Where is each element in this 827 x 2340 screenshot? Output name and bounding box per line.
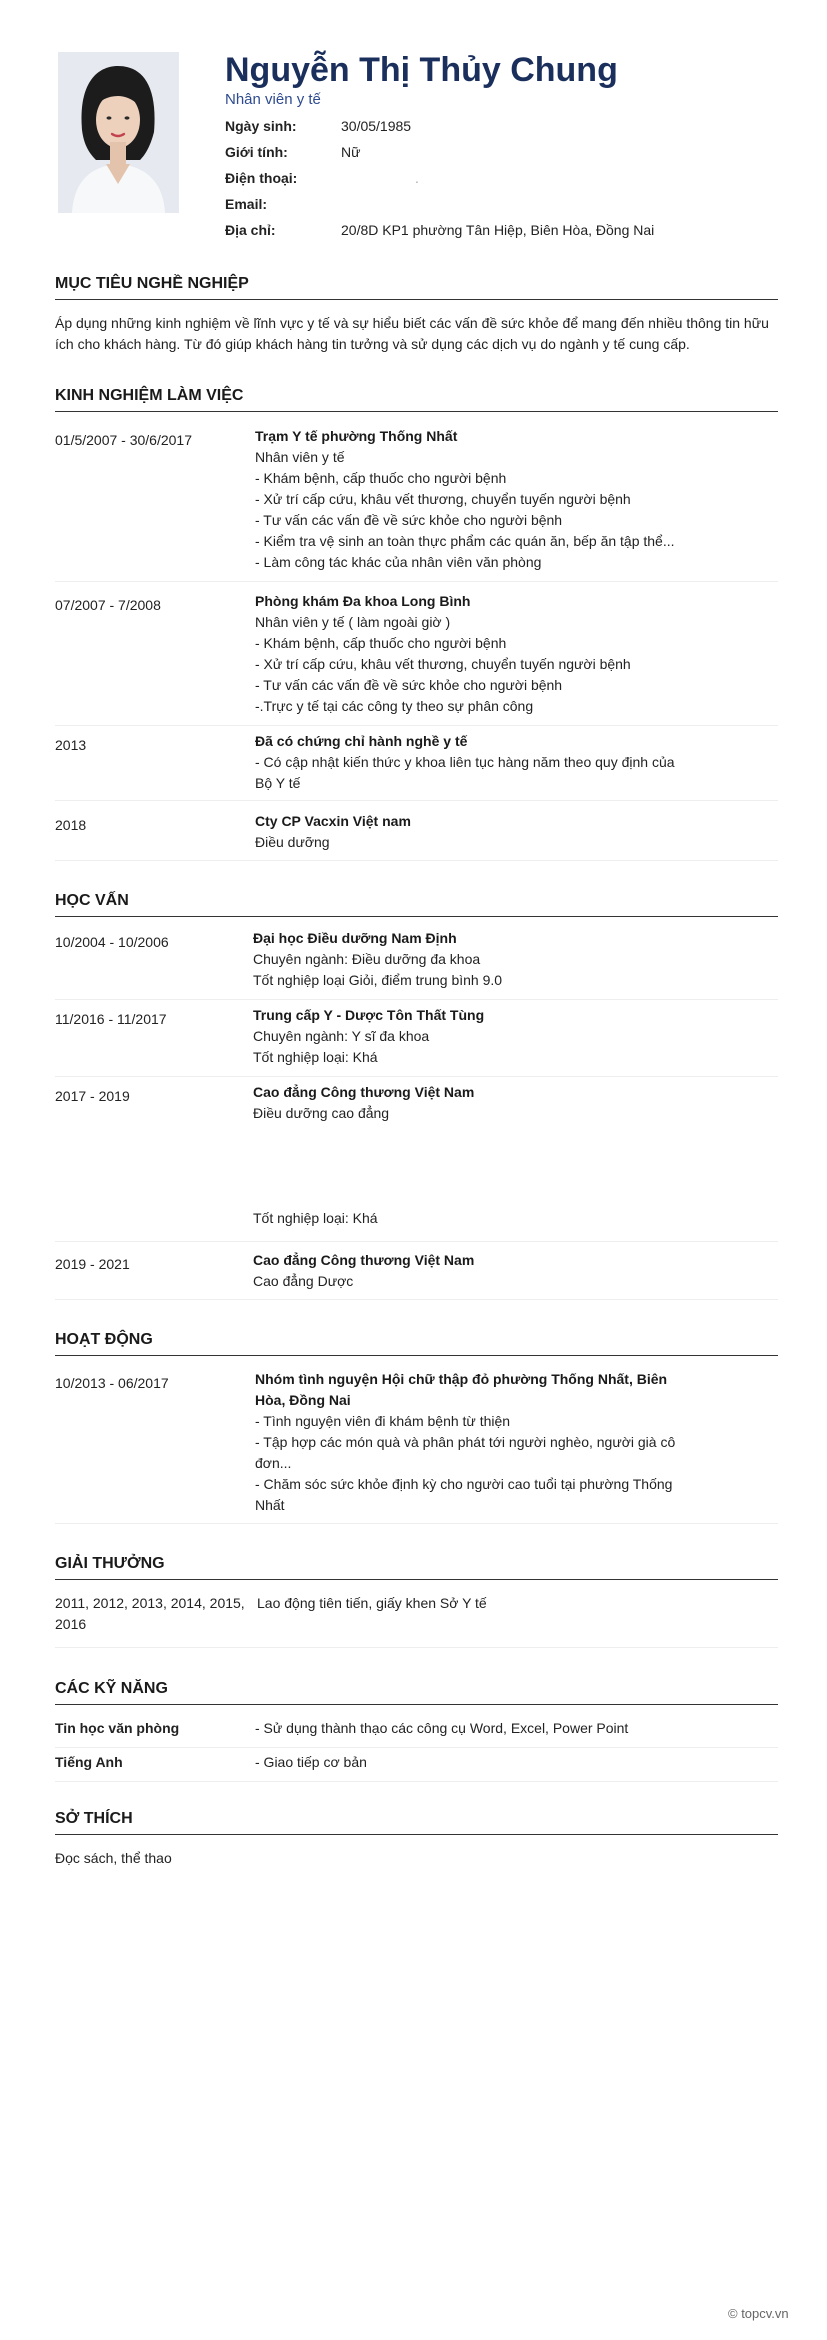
entry-line: - Có cập nhật kiến thức y khoa liên tục hàng năm theo quy định của [255, 754, 675, 770]
entry-date: 11/2016 - 11/2017 [55, 1011, 167, 1027]
info-value: . [415, 170, 419, 186]
entry-line: - Tư vấn các vấn đề về sức khỏe cho người bệnh [255, 677, 563, 693]
entry-line: - Xử trí cấp cứu, khâu vết thương, chuyển tuyến người bệnh [255, 491, 631, 507]
info-label: Email: [225, 196, 268, 212]
info-label: Giới tính: [225, 144, 288, 160]
entry-line: Tốt nghiệp loại Giỏi, điểm trung bình 9.0 [253, 972, 503, 988]
entry-line: - Kiểm tra vệ sinh an toàn thực phẩm các quán ăn, bếp ăn tập thể... [255, 533, 675, 549]
education-entry [55, 1250, 778, 1300]
entry-line: - Chăm sóc sức khỏe định kỳ cho người cao tuổi tại phường Thống [255, 1476, 673, 1492]
entry-title: Đại học Điều dưỡng Nam Định [253, 930, 457, 946]
entry-date: 07/2007 - 7/2008 [55, 597, 161, 613]
experience-entry [55, 731, 778, 801]
entry-body [253, 1250, 733, 1292]
experience-entry [55, 591, 778, 726]
entry-line: Điều dưỡng [255, 834, 330, 850]
entry-line: Tốt nghiệp loại: Khá [253, 1049, 378, 1065]
hobbies-text: Đọc sách, thể thao [55, 1850, 172, 1866]
experience-entry [55, 426, 778, 582]
skill-row [55, 1750, 778, 1782]
info-value: 20/8D KP1 phường Tân Hiệp, Biên Hòa, Đồng Nai [341, 222, 655, 238]
entry-line: Cao đẳng Dược [253, 1273, 354, 1289]
skill-desc: - Sử dụng thành thạo các công cụ Word, Excel, Power Point [255, 1720, 629, 1736]
entry-line: - Làm công tác khác của nhân viên văn phòng [255, 554, 542, 570]
entry-line [253, 1187, 733, 1208]
entry-date: 2019 - 2021 [55, 1256, 130, 1272]
entry-body [253, 928, 733, 991]
entry-body [253, 1005, 733, 1068]
entry-line: Nhất [255, 1497, 285, 1513]
entry-line: Tốt nghiệp loại: Khá [253, 1210, 378, 1226]
award-text: Lao động tiên tiến, giấy khen Sở Y tế [257, 1595, 487, 1611]
section-title-experience: KINH NGHIỆM LÀM VIỆC [55, 386, 778, 412]
entry-date: 2018 [55, 817, 87, 833]
entry-body [255, 1369, 735, 1516]
skill-row [55, 1716, 778, 1748]
award-entry [55, 1593, 778, 1648]
award-date-line: 2016 [55, 1616, 87, 1632]
entry-date: 2017 - 2019 [55, 1088, 130, 1104]
activity-entry [55, 1369, 778, 1524]
experience-entry [55, 811, 778, 861]
entry-date [55, 1593, 245, 1635]
education-entry [55, 928, 778, 1000]
objective-text: Áp dụng những kinh nghiệm về lĩnh vực y tế và sự hiểu biết các vấn đề sức khỏe để mang đến nhiều thông tin hữu ích cho khách hàng. Từ đó giúp khách hàng tin tưởng và sử dụng các dịch vụ do ngành y tế cung cấp. [55, 315, 769, 352]
education-entry [55, 1082, 778, 1242]
entry-line: -.Trực y tế tại các công ty theo sự phân công [255, 698, 534, 714]
section-title-awards: GIẢI THƯỞNG [55, 1554, 778, 1580]
entry-line: Bộ Y tế [255, 775, 301, 791]
info-label: Ngày sinh: [225, 118, 297, 134]
entry-line: Nhân viên y tế ( làm ngoài giờ ) [255, 614, 451, 630]
entry-line [253, 1124, 733, 1145]
profile-photo [58, 52, 179, 213]
entry-line: đơn... [255, 1455, 292, 1471]
candidate-name: Nguyễn Thị Thủy Chung [225, 51, 618, 89]
entry-body [255, 811, 735, 853]
entry-line: - Tình nguyện viên đi khám bệnh từ thiện [255, 1413, 511, 1429]
entry-title: Cao đẳng Công thương Việt Nam [253, 1252, 475, 1268]
section-title-skills: CÁC KỸ NĂNG [55, 1679, 778, 1705]
entry-line [253, 1166, 733, 1187]
entry-title: Cao đẳng Công thương Việt Nam [253, 1084, 475, 1100]
entry-body [255, 731, 735, 794]
section-title-objective: MỤC TIÊU NGHỀ NGHIỆP [55, 274, 778, 300]
entry-line: - Khám bệnh, cấp thuốc cho người bệnh [255, 470, 507, 486]
entry-line: Nhân viên y tế [255, 449, 345, 465]
entry-line: - Tư vấn các vấn đề về sức khỏe cho người bệnh [255, 512, 563, 528]
entry-date: 2013 [55, 737, 87, 753]
entry-title: Nhóm tình nguyện Hội chữ thập đỏ phường Thống Nhất, Biên [255, 1371, 668, 1387]
profile-photo-image [58, 52, 179, 213]
section-title-hobbies: SỞ THÍCH [55, 1809, 778, 1835]
entry-line: Điều dưỡng cao đẳng [253, 1105, 390, 1121]
entry-line: - Tập hợp các món quà và phân phát tới người nghèo, người già cô [255, 1434, 676, 1450]
info-value: Nữ [341, 144, 361, 160]
entry-line [253, 1145, 733, 1166]
info-label: Địa chỉ: [225, 222, 276, 238]
section-title-education: HỌC VẤN [55, 891, 778, 917]
entry-date: 10/2013 - 06/2017 [55, 1375, 169, 1391]
entry-date: 01/5/2007 - 30/6/2017 [55, 432, 193, 448]
award-date-line: 2011, 2012, 2013, 2014, 2015, [55, 1595, 245, 1611]
entry-body [255, 426, 735, 573]
entry-line: - Xử trí cấp cứu, khâu vết thương, chuyển tuyến người bệnh [255, 656, 631, 672]
skill-desc: - Giao tiếp cơ bản [255, 1754, 367, 1770]
entry-line: Chuyên ngành: Y sĩ đa khoa [253, 1028, 430, 1044]
entry-title: Trạm Y tế phường Thống Nhất [255, 428, 458, 444]
entry-date: 10/2004 - 10/2006 [55, 934, 169, 950]
entry-body [253, 1082, 733, 1229]
section-title-activities: HOẠT ĐỘNG [55, 1330, 778, 1356]
education-entry [55, 1005, 778, 1077]
info-label: Điện thoại: [225, 170, 298, 186]
entry-title: Hòa, Đồng Nai [255, 1392, 351, 1408]
skill-name: Tin học văn phòng [55, 1720, 180, 1736]
entry-body [255, 591, 735, 717]
info-value: 30/05/1985 [341, 118, 412, 134]
footer-brand[interactable]: © topcv.vn [728, 2306, 789, 2321]
entry-title: Cty CP Vacxin Việt nam [255, 813, 411, 829]
candidate-role: Nhân viên y tế [225, 91, 321, 108]
entry-title: Phòng khám Đa khoa Long Bình [255, 593, 471, 609]
entry-line: - Khám bệnh, cấp thuốc cho người bệnh [255, 635, 507, 651]
skill-name: Tiếng Anh [55, 1754, 123, 1770]
entry-line: Chuyên ngành: Điều dưỡng đa khoa [253, 951, 481, 967]
entry-title: Trung cấp Y - Dược Tôn Thất Tùng [253, 1007, 485, 1023]
entry-title: Đã có chứng chỉ hành nghề y tế [255, 733, 468, 749]
